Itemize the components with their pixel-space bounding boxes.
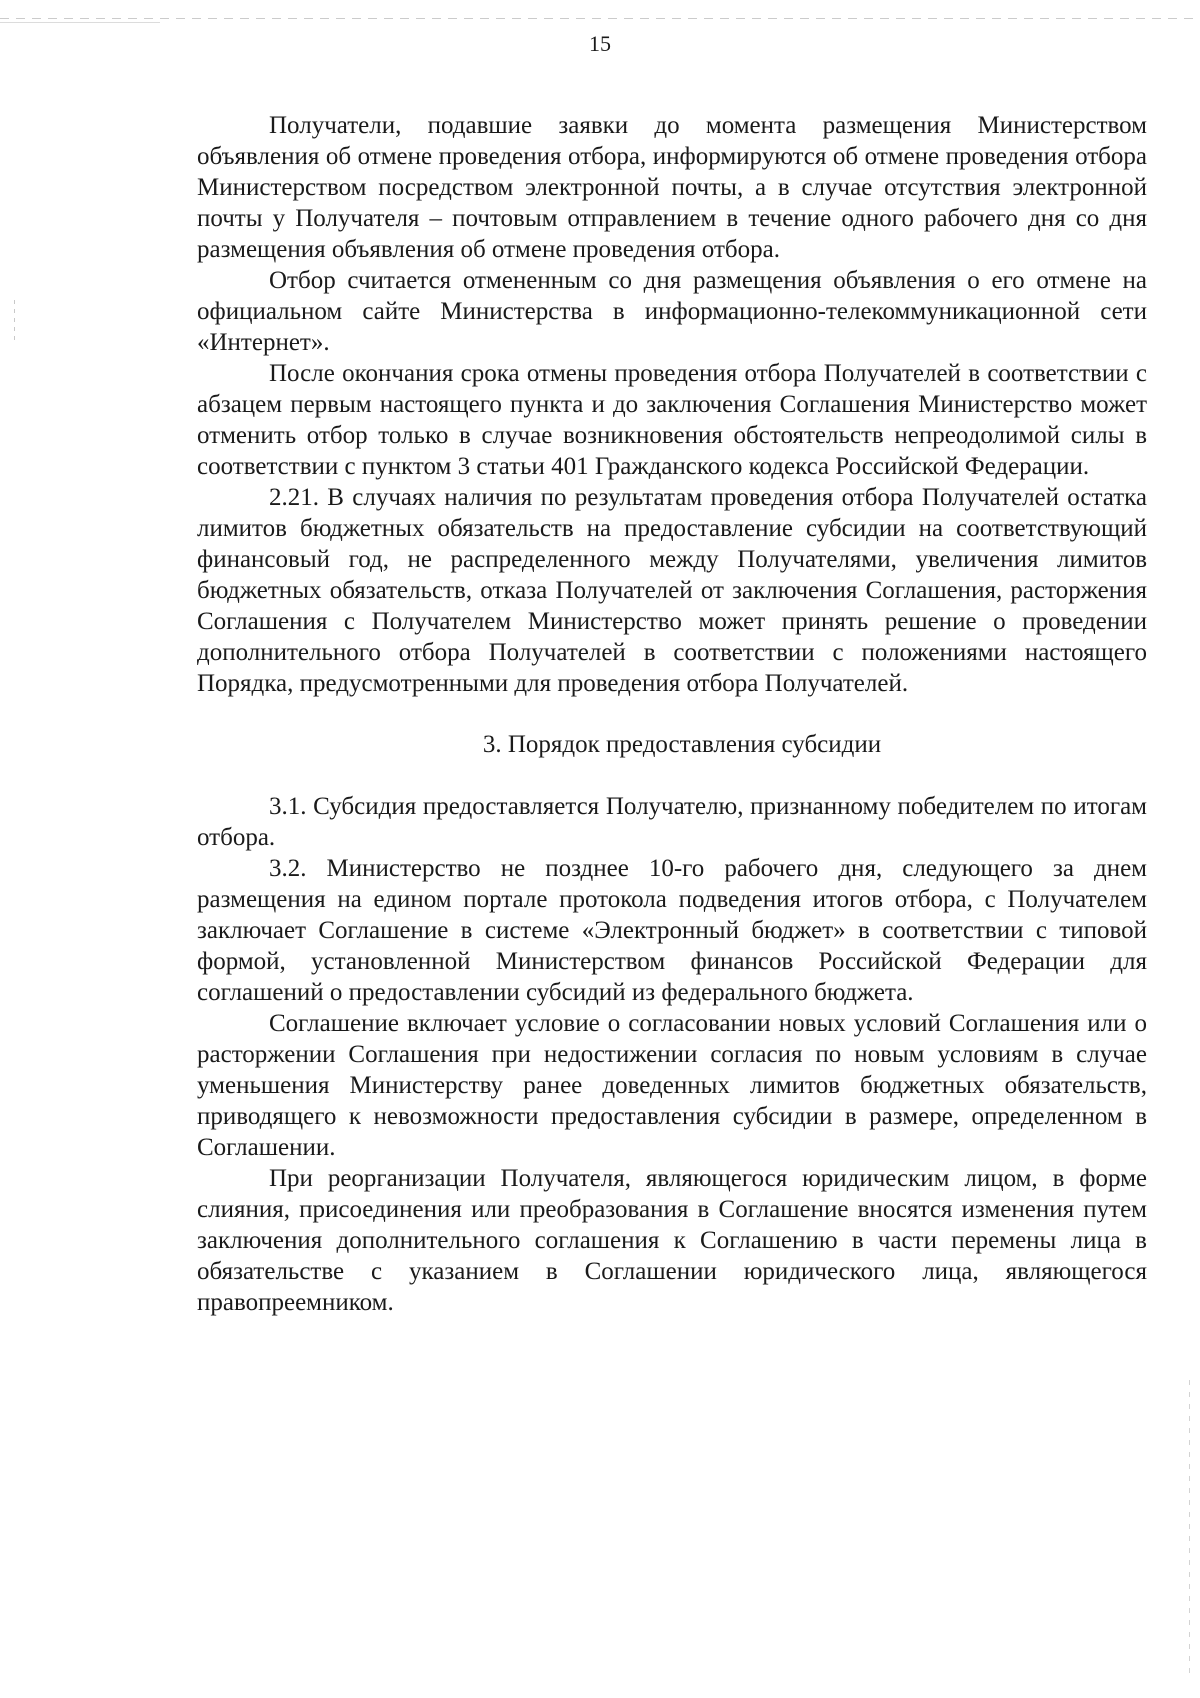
scan-artifact-right <box>1189 1380 1190 1680</box>
paragraph-agreement-conditions: Соглашение включает условие о согласовании новых условий Соглашения или о расторжении Соглашения при недостижении согласия по новым условиям в случае уменьшения Министерству ранее доведенных лимитов бюджетных обязательств, приводящего к невозможности предоставления субсидии в размере, определенном в Соглашении. <box>197 1010 1147 1161</box>
scan-artifact-top <box>0 18 1200 19</box>
scan-artifact-left <box>14 300 15 340</box>
page-number: 15 <box>589 31 611 56</box>
paragraph-recipients-notification: Получатели, подавшие заявки до момента размещения Министерством объявления об отмене проведения отбора, информируются об отмене проведения отбора Министерством посредством электронной почты, а в случае отсутствия электронной почты у Получателя – почтовым отправлением в течение одного рабочего дня со дня размещения объявления об отмене проведения отбора. <box>197 112 1147 263</box>
paragraph-3-1-subsidy-winner: 3.1. Субсидия предоставляется Получателю, признанному победителем по итогам отбора. <box>197 793 1147 851</box>
paragraph-reorganization: При реорганизации Получателя, являющегося юридическим лицом, в форме слияния, присоединения или преобразования в Соглашение вносятся изменения путем заключения дополнительного соглашения к Соглашению в части перемены лица в обязательстве с указанием в Соглашении юридического лица, являющегося правопреемником. <box>197 1165 1147 1316</box>
section-heading: 3. Порядок предоставления субсидии <box>482 731 882 758</box>
document-body <box>197 110 1147 1318</box>
scan-artifact-top-short <box>0 22 160 23</box>
paragraph-force-majeure: После окончания срока отмены проведения отбора Получателей в соответствии с абзацем первым настоящего пункта и до заключения Соглашения Министерство может отменить отбор только в случае возникновения обстоятельств непреодолимой силы в соответствии с пунктом 3 статьи 401 Гражданского кодекса Российской Федерации. <box>197 360 1147 480</box>
paragraph-3-2-agreement: 3.2. Министерство не позднее 10-го рабочего дня, следующего за днем размещения на едином портале протокола подведения итогов отбора, с Получателем заключает Соглашение в системе «Электронный бюджет» в соответствии с типовой формой, установленной Министерством финансов Российской Федерации для соглашений о предоставлении субсидий из федерального бюджета. <box>197 855 1147 1006</box>
paragraph-2-21-additional-selection: 2.21. В случаях наличия по результатам проведения отбора Получателей остатка лимитов бюджетных обязательств на предоставление субсидии на соответствующий финансовый год, не распределенного между Получателями, увеличения лимитов бюджетных обязательств, отказа Получателей от заключения Соглашения, расторжения Соглашения с Получателем Министерство может принять решение о проведении дополнительного отбора Получателей в соответствии с положениями настоящего Порядка, предусмотренными для проведения отбора Получателей. <box>197 484 1147 697</box>
paragraph-selection-cancelled: Отбор считается отмененным со дня размещения объявления о его отмене на официальном сайте Министерства в информационно-телекоммуникационной сети «Интернет». <box>197 267 1147 356</box>
